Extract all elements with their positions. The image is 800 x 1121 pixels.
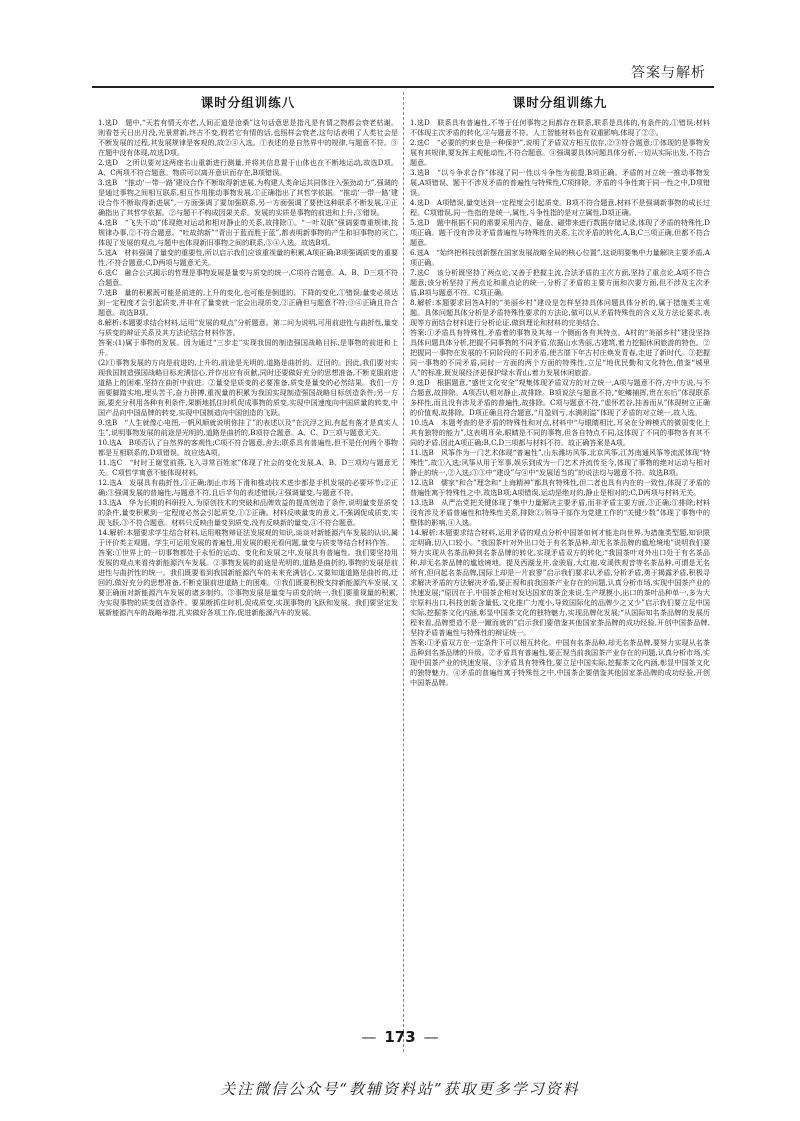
page-number-row (0, 1028, 800, 1046)
right-answer-item: 答案:①矛盾双方在一定条件下可以相互转化。中国有名茶品种,却无名茶品牌,要努力实现从名茶品种到名茶品牌的升级。②矛盾具有普遍性,要正视当前我国茶产业存在的问题,认真分析市场,实现中国茶产业的快速发展。③矛盾具有特殊性,要立足中国实际,挖掘茶文化内涵,彰显中国茶文化的独特魅力。④矛盾的普遍性寓于特殊性之中,中国茶企要借鉴其他国家茶品牌的成功经验,开创中国茶品牌。 (410, 638, 710, 687)
right-answer-item: 6.选A “始终把科技创新摆在国家发展战略全局的核心位置”,这说明要集中力量解决主要矛盾,A项正确。 (410, 248, 710, 267)
section-title-left: 课时分组训练八 (200, 95, 296, 110)
left-answer-item: 7.选B 量的积累既可能是前进的,上升的变化,也可能是倒退的、下降的变化,①错误;量变必须达到一定程度才会引起质变,并非有了量变就一定会出现质变,②正确但与题意不符;③④正确且符合题意。故选B项。 (98, 288, 398, 317)
right-answer-item: 10.选A 本题考查的是矛盾的特殊性和对点,材料中“与眼睛相比,耳朵在分辨模式的微弱变化上其有独特的能力”,这表明耳朵,眼睛是不同的事物,但各自特点不同,这体现了不同的事物各有其不同的矛盾,因此A项正确;B,C,D三项都与材料不符。故正确答案是A项。 (410, 418, 710, 447)
left-answer-item: 3.选B “推动‘一带一路’建设合作不断取得新进展,为构建人类命运共同体注入强劲动力”,强调的是通过事物之间相互联系,相互作用推动事物发展,①正确指出了其哲学依据。“推动‘一带一路’建设合作不断取得新进展”,一方面强调了要加强联系,另一方面强调了要使这种联系不断发展,④正确指出了其哲学依据。②与题干不构成因果关系。发展的实质是事物的前进和上升,③错误。 (98, 178, 398, 217)
right-answer-item: 11.选B 风筝作为一门艺术体现“普遍性”,山东潍坊风筝,北京风筝,江苏南通风筝等流派体现“特殊性”,故①入选;风筝从用于军事,娱乐到成为一门艺术并流传至今,体现了事物的绝对运动与相对静止的统一,②入选;③③中“建设”与④中“发展适当的”的说法均与题意不符。故选B项。 (410, 448, 710, 477)
right-answer-item: 3.选B “以斗争求合作”体现了同一性以斗争性为前提,B项正确。矛盾的对立统一推动事物发展,A项错误。题干不涉及矛盾的普遍性与特殊性,C项排除。矛盾的斗争性寓于同一性之中,D项错误。 (410, 168, 710, 197)
column-divider (403, 92, 404, 1052)
page-header (92, 60, 714, 84)
right-answer-item: 答案:①矛盾具有特殊性,矛盾着的事物及其每一个侧面各有其特点。A村的“美丽乡村”建设坚持具体问题具体分析,把握不同事物的不同矛盾,依据山水秀丽,古建筑,着力挖掘休闲旅游的特色。②把握同一事物在发展的不同阶段的不同矛盾,使古厝下年古村庄焕发青春,走进了新时代。③把握同一事物的不同矛盾,同时一方面的两个方面的特殊性,立足“地优民勤和文化特色,借鉴“城里人”的标准,既发展经济更保护绿水青山,着力发展休闲旅游。 (410, 328, 710, 377)
header-rule (92, 86, 714, 88)
left-answer-item: 6.选C 融合公式揭示的哲理是事物发展是量变与质变的统一,C项符合题意。A、B、D三项不符合题意。 (98, 268, 398, 287)
left-answer-item: 8.解析:本题要求结合材料,运用“发展的观点”分析题意。第二问为说明,可用前进性与曲折性,量变与质变的辩证关系及其方法论结合材料作答。 (98, 318, 398, 337)
right-answer-item: 7.选C 该分析既坚持了两点论,又善于把握主流,合法矛盾的主次方面,坚持了重点论,A项不符合题意;该分析坚持了两点论和重点论的统一,分析了矛盾的主要方面和次要方面,但不涉及主次矛盾,B项与题意不符。C项正确。 (410, 268, 710, 297)
left-answer-item: 12.选A 发展具有曲折性,①正确;制止市场下滑和推动技术进步都是手机发展的必要环节;②正确;③强调发展的普遍性,与题意不符,且后半句的表述错误;④强调量变,与题意不符。 (98, 478, 398, 497)
left-answer-item: 10.选A B项否认了自然界的客观性;C项不符合题意,舍去;联系具有普遍性,但不是任何两个事物都是互相联系的,D项错误。故应选A项。 (98, 438, 398, 457)
right-items (410, 118, 710, 688)
left-answer-item: 11.选C “时时王谢堂前燕,飞入寻常百姓家”体现了社会的变化发展,A、B、D三项均与题意无关。C项哲学寓意不能体现材料。 (98, 458, 398, 477)
section-title-right: 课时分组训练九 (512, 95, 608, 110)
right-answer-item: 4.选D A项错误,量变达到一定程度会引起质变。B项不符合题意,材料不是强调新事物的成长过程。C项错误,同一性指的是统一,属性,斗争性指的是对立属性,D项正确。 (410, 198, 710, 217)
left-answer-item: 2.选D 之所以要对这两座名山重新进行测量,并将其信息置于山体也在不断地运动,故选D项。A、C两项不符合题意。物质可以离开意识而存在,B项错误。 (98, 158, 398, 177)
left-answer-item: 答案:①世界上的一切事物都处于永恒的运动、变化和发展之中,发展具有普遍性。我们要坚持用发展的观点来看待新能源汽车发展。②事物发展的前途是光明的,道路是曲折的,事物的发展是前进性与曲折性的统一。我们既要看到我国新能源汽车的未来充满信心,又要知道道路是曲折的,迂回的,做好充分的思想准备,不断克服前进道路上的困难。③我们既要积极支持新能源汽车发展,又要正确面对新能源汽车发展的诸多制约。③事物发展是量变与质变的统一,我们要重视量的积累,为实现事物的质变创造条件。要果断抓住时机,促成质变,实现事物的飞跃和发展。我们要坚定发展新能源汽车的战略举措,扎实做好各项工作,促进新能源汽车的发展。 (98, 548, 398, 617)
footer-note: 关注微信公众号“教辅资料站”获取更多学习资料 (220, 1080, 580, 1098)
right-answer-item: 9.选D 根据题意,“盛世文化安全”观集体现矛盾双方的对立统一,A项与题意不符,方中方说,与不合题意,故排除。A项否认相对静止,故排除。B项说法与题意不符,“蛇鳞捕挥,贵在东后”体现联系多样性,而且没有涉及矛盾的普遍性,故排除。C项与题意不符,“虚怀若谷,挂善而从”体现树立正确的价值观,故排除。D项正确且符合题意,“月盈则亏,水满则溢”体现了矛盾的对立统一,故入选。 (410, 378, 710, 417)
left-answer-item: 4.选B “飞失不动”体现绝对运动和相对静止的关系,故排除①。“一叶双联”强调要尊重规律,按规律办事,②不符合题意。“吐故纳新”“青出于蓝而胜于蓝”,都表明新事物的产生和旧事物的灭亡,体现了发展的观点,与题中也体现新旧事物之间的联系,③④入选。故选B项。 (98, 218, 398, 247)
header-title: 答案与解析 (631, 65, 706, 81)
left-answer-item: 1.选D 题中,“天若有情天亦老,人间正道是沧桑”这句话意思是指凡是有情之物都会衰老枯谢。则看苍天日出月没,光景常新,终古不变,假若它有情的话,也照样会衰老,这句话表明了人类社会是不断发展的过程,其发展规律是客观的,故②④入选。①表述的是自然界中的规律,与题意不符。③在题中没有体现,故选D项。 (98, 118, 398, 157)
right-answer-item: 14.解析:本题要求结合材料,运用矛盾的观点分析中国茶如何才能走向世界,为措施类型题,知识限定明确,切入口较小。“我国茶叶对外出口处于有名茶品种,却无名茶品牌的尴尬境地”说明我们要努力实现从名茶品种到名茶品牌的转化,实现矛盾双方的转化;“我国茶叶对外出口处于有名茶品种,却无名茶品牌的尴尬境地。提及西湖龙井,金骏眉,大红袍,安溪铁观音等名茶品种,可谓是无名所有,但问起名茶品牌,国际上却是一片寂寥”启示我们要求认矛盾,分析矛盾,勇于揭露矛盾,积极寻求解决矛盾的方法解决矛盾,要正视和前我国茶产业存在的问题,认真分析市场,实现中国茶产业的快速发展;“原因在于,中国茶企相对发达国家的茶企来说,生产规模小,出口的茶叶品种单一,多为大宗原料出口,科技创新含量低,文化推广力度小,导致国际化的品牌少之又少”启示我们要立足中国实际,挖掘茶文化内涵,彰显中国茶文化的独特魅力,实现品牌化发展;“从国际知名茶品牌的发展历程来看,品牌塑造不是一蹴而就的”启示我们要借鉴其他国家茶品牌的成功经验,开创中国茶品牌,坚持矛盾普遍性与特殊性的辩证统一。 (410, 528, 710, 637)
right-answer-item: 12.选B 儒家“和合”理念和“上海精神”都具有特殊性,但二者也具有内在的一致性,体现了矛盾的普遍性寓于特殊性之中,故选B项;A项错误,运动是绝对的,静止是相对的;C,D两项与材料无关。 (410, 478, 710, 497)
left-answer-item: 14.解析:本题要求学生结合材料,运用唯物辩证法发展观的知识,谈谈对新能源汽车发展的认识,属于评价类主观题。学生可运用发展的普遍性,用发展的眼光看问题,量变与质变等结合材料作答。 (98, 528, 398, 547)
right-answer-item: 13.选B 从严治党把关键体现了集中力量解决主要矛盾,而非矛盾主要方面,③正确;①排除;材料没有涉及矛盾普遍性和特殊性关系,排除②;领导干部作为党建工作的“关键少数”体现了事物中的整体的影响,④入选。 (410, 498, 710, 527)
left-answer-item: 5.选A 材料强调了量变的重要性,所以启示我们应该重视量的积累,A项正确;B项强调质变的重要性,不符合题意;C,D两项与题意无关。 (98, 248, 398, 267)
left-answer-item: 9.选B “人生就像心电图,一帆风顺就说明你挂了”的表述以及“在沉浮之间,有起有落才是真实人生”,说明事物发展的前途是光明的,道路是曲折的,B项符合题意。A、C、D三项与题意无关。 (98, 418, 398, 437)
left-items (98, 118, 398, 618)
page-number-dash-left: — (361, 1028, 377, 1046)
page-number-dash-right: — (423, 1028, 439, 1046)
left-answer-item: 答案:(1)属于事物的发展。因为通过“三步走”实现我国的制造强国战略目标,是事物的前进和上升。 (98, 338, 398, 357)
left-answer-item: (2)①事物发展的方向是前进的,上升的,前途是光明的,道路是曲折的、迂回的。因此,我们要对实现我国制造强国战略目标充满信心,并作出应有贡献,同时还要做好充分的思想准备,不断克服前进道路上的困难,坚持在曲折中前进。②量变是质变的必要准备,质变是量变的必然结果。我们一方面要脚踏实地,埋头苦干,奋力拼搏,重视量的积累为我国实现制造强国战略目标创造条件;另一方面,要充分利用各种有利条件,果断地抓住时机促成事物的质变,实现中国速度向中国质量的转变,中国产品向中国品牌的转变,实现中国制造向中国创造的飞跃。 (98, 358, 398, 417)
right-answer-item: 5.选D 题中根据不同的需要采用内存、磁盘、磁带来进行数据存储记录,体现了矛盾的特殊性,D项正确。题干没有涉及矛盾普遍性与特殊性的关系,主次矛盾的转化,A,B,C三项正确,但都不符合题意。 (410, 218, 710, 247)
right-answer-item: 2.选C “必要的约束也是一种保护”,说明了矛盾双方相互依存,②③符合题意;①体现的是事物发展有其规律,要发挥主观能动性,不符合题意。④强调要具体问题具体分析,一切从实际出发,不符合题意。 (410, 138, 710, 167)
right-column (410, 92, 710, 1052)
left-column (98, 92, 398, 1052)
right-answer-item: 1.选D 联系具有普遍性,不等于任何事物之间都存在联系,联系是具体的,有条件的,①错误;材料不体现主次矛盾的转化,④与题意不符。人工智能材料也有双重影响,体现了②③。 (410, 118, 710, 137)
right-answer-item: 8.解析:本题要求回答A村的“美丽乡村”建设是怎样坚持具体问题具体分析的,属于措施类主观题。具体问题具体分析是矛盾特殊性要求的方法论,做可以从矛盾特殊性的含义及方法论要求,表现等方面结合材料进行分析论证,做到理论和材料的完美结合。 (410, 298, 710, 327)
page-number: 173 (384, 1028, 416, 1046)
left-answer-item: 13.选A 华为长期的科研投入,为原创技术的突破和品牌效益的提高创造了条件,说明量变是质变的条件,量变积累到一定程度必然会引起质变,①②正确。材料反映量变的意义,不强调促成质变,实现飞跃,③不符合题意。材料只反映由量变到质变,没有反映新的量变,④不符合题意。 (98, 498, 398, 527)
